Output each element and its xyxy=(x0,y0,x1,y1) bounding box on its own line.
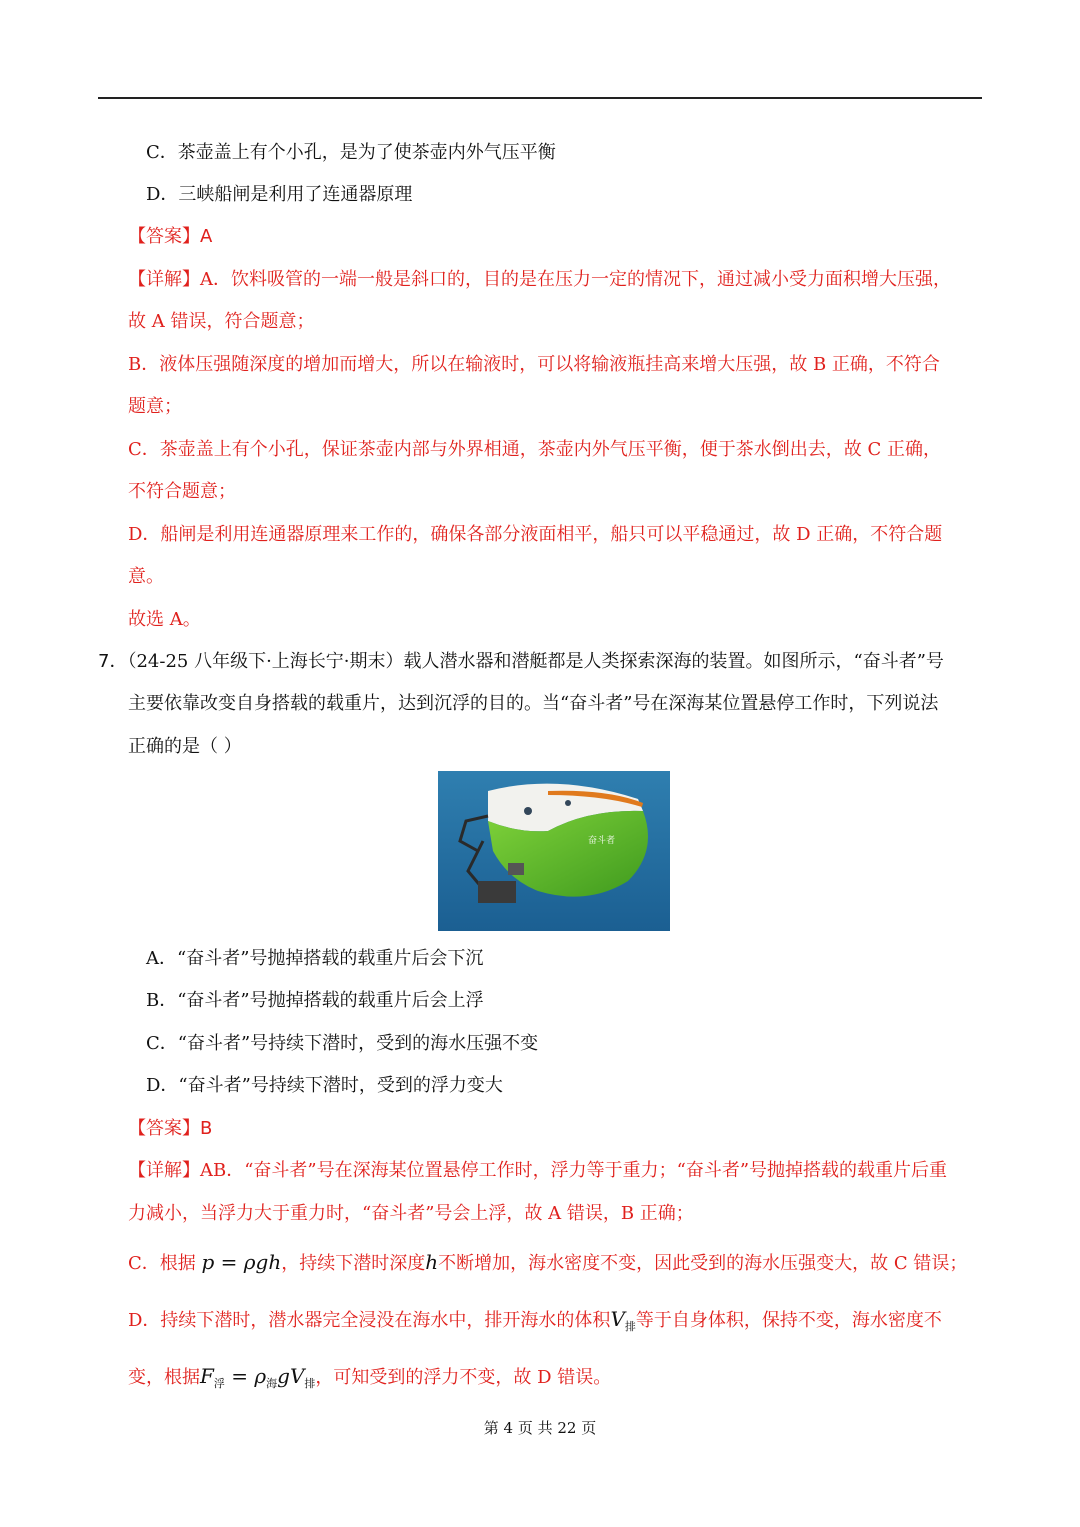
detail-d2-prefix: 变，根据 xyxy=(128,1367,200,1388)
detail-label: 【详解】 xyxy=(128,1160,200,1181)
submersible-figure xyxy=(438,771,670,931)
option-d: D．三峡船闸是利用了连通器原理 xyxy=(146,184,413,205)
volume-variable: $V_排$ xyxy=(610,1307,636,1333)
option-b: B．“奋斗者”号抛掉搭载的载重片后会上浮 xyxy=(146,990,484,1011)
detail-line: 不符合题意； xyxy=(128,481,236,502)
question-number: 7． xyxy=(98,651,128,672)
answer-value: A xyxy=(200,226,213,247)
detail-d2-suffix: ，可知受到的浮力不变，故 D 错误。 xyxy=(315,1367,612,1388)
buoyancy-formula: $F_浮 = \rho_海gV_排$ xyxy=(200,1364,316,1390)
question-stem: 主要依靠改变自身搭载的载重片，达到沉浮的目的。当“奋斗者”号在深海某位置悬停工作时，下列说法 xyxy=(128,693,939,714)
detail-text: AB．“奋斗者”号在深海某位置悬停工作时，浮力等于重力；“奋斗者”号抛掉搭载的载重片后重 xyxy=(200,1160,948,1181)
detail-d-prefix: D．持续下潜时，潜水器完全浸没在海水中，排开海水的体积 xyxy=(128,1310,611,1331)
detail-c-prefix: C．根据 xyxy=(128,1253,196,1274)
svg-text:奋斗者: 奋斗者 xyxy=(588,836,616,846)
answer-label: 【答案】 xyxy=(128,1118,200,1139)
depth-variable: h xyxy=(425,1250,439,1274)
question-stem xyxy=(98,649,944,675)
detail-line-c xyxy=(128,1249,967,1277)
detail-line: 力减小，当浮力大于重力时，“奋斗者”号会上浮，故 A 错误，B 正确； xyxy=(128,1203,694,1224)
detail-line: D．船闸是利用连通器原理来工作的，确保各部分液面相平，船只可以平稳通过，故 D 正确，不符合题 xyxy=(128,524,943,545)
stem-text: （24-25 八年级下·上海长宁·期末）载人潜水器和潜艇都是人类探索深海的装置。如图所示，“奋斗者”号 xyxy=(127,651,944,672)
option-d: D．“奋斗者”号持续下潜时，受到的浮力变大 xyxy=(146,1075,503,1096)
detail-line-d2 xyxy=(128,1363,611,1397)
detail-c-suffix: 不断增加，海水密度不变，因此受到的海水压强变大，故 C 错误； xyxy=(438,1253,968,1274)
detail-label: 【详解】 xyxy=(128,269,200,290)
detail-text: A．饮料吸管的一端一般是斜口的，目的是在压力一定的情况下，通过减小受力面积增大压强， xyxy=(200,269,951,290)
detail-line: 故 A 错误，符合题意； xyxy=(128,311,315,332)
answer-label: 【答案】 xyxy=(128,226,200,247)
answer-line xyxy=(128,224,212,250)
detail-line xyxy=(128,1158,947,1184)
page-footer: 第 4 页 共 22 页 xyxy=(483,1419,597,1437)
answer-line xyxy=(128,1116,212,1142)
option-c: C．茶壶盖上有个小孔，是为了使茶壶内外气压平衡 xyxy=(146,142,556,163)
detail-line: 题意； xyxy=(128,396,182,417)
header-rule xyxy=(98,97,982,99)
pressure-formula: p = ρgh xyxy=(201,1250,282,1274)
detail-d-suffix: 等于自身体积，保持不变，海水密度不 xyxy=(635,1310,942,1331)
detail-c-mid: ，持续下潜时深度 xyxy=(281,1253,426,1274)
detail-line: 意。 xyxy=(128,566,164,587)
detail-line: 故选 A。 xyxy=(128,609,201,630)
answer-value: B xyxy=(200,1118,213,1139)
detail-line: B．液体压强随深度的增加而增大，所以在输液时，可以将输液瓶挂高来增大压强，故 B 正确，不符合 xyxy=(128,354,940,375)
detail-line: C．茶壶盖上有个小孔，保证茶壶内部与外界相通，茶壶内外气压平衡，便于茶水倒出去，故 C 正确， xyxy=(128,439,941,460)
option-c: C．“奋斗者”号持续下潜时，受到的海水压强不变 xyxy=(146,1033,539,1054)
detail-line-d xyxy=(128,1306,942,1340)
question-stem: 正确的是（ ） xyxy=(128,736,242,757)
detail-line xyxy=(128,267,951,293)
option-a: A．“奋斗者”号抛掉搭载的载重片后会下沉 xyxy=(146,948,484,969)
